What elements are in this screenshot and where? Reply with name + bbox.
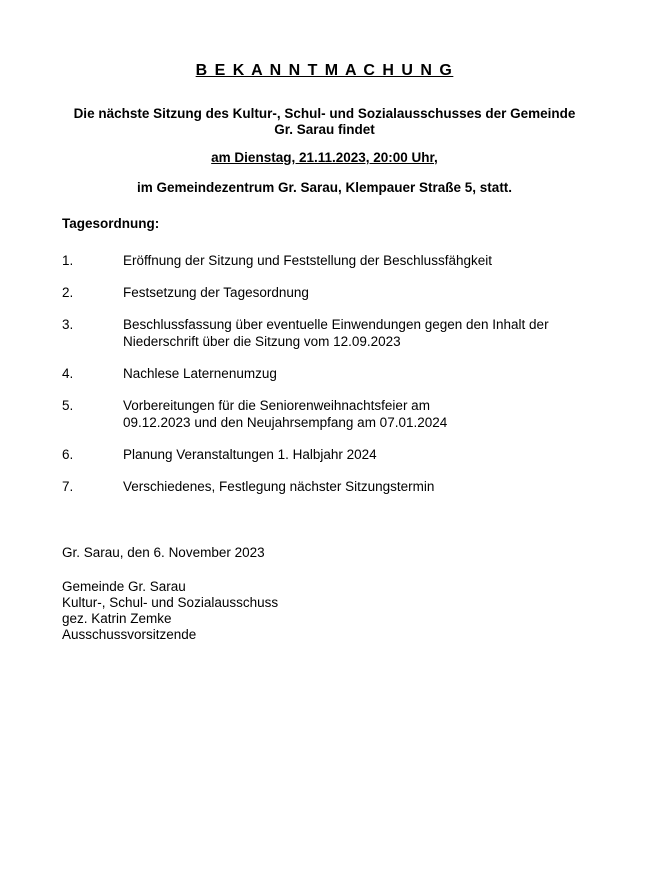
agenda-item [62,446,613,463]
signature-line-role: Ausschussvorsitzende [62,627,197,642]
agenda-item [62,316,613,350]
agenda-item-text: Beschlussfassung über eventuelle Einwendungen gegen den Inhalt der Niederschrift über die Sitzung vom 12.09.2023 [123,317,549,349]
agenda-item-number: 5. [62,398,74,413]
intro-line-1: Die nächste Sitzung des Kultur-, Schul- und Sozialausschusses der Gemeinde [73,106,576,121]
agenda-item [62,252,613,269]
agenda-heading: Tagesordnung: [62,216,160,231]
signature-line-organization: Gemeinde Gr. Sarau [62,579,186,594]
place-and-date: Gr. Sarau, den 6. November 2023 [62,545,265,560]
agenda-item-number: 6. [62,447,74,462]
agenda-item [62,478,613,495]
agenda-item-text: Festsetzung der Tagesordnung [123,285,309,300]
meeting-date-line: am Dienstag, 21.11.2023, 20:00 Uhr, [211,150,438,165]
agenda-item-number: 3. [62,317,74,332]
signature-block [62,579,278,643]
agenda-item [62,397,613,431]
meeting-location-line: im Gemeindezentrum Gr. Sarau, Klempauer Straße 5, statt. [136,180,513,195]
agenda-list [62,252,613,510]
intro-paragraph [0,106,649,138]
agenda-item-number: 2. [62,285,74,300]
agenda-item-number: 1. [62,253,74,268]
signature-line-committee: Kultur-, Schul- und Sozialausschuss [62,595,279,610]
agenda-item-number: 4. [62,366,74,381]
agenda-item [62,365,613,382]
agenda-item-text: Nachlese Laternenumzug [123,366,277,381]
signature-line-signer: gez. Katrin Zemke [62,611,172,626]
agenda-item [62,284,613,301]
agenda-item-text: Verschiedenes, Festlegung nächster Sitzungstermin [123,479,435,494]
agenda-item-text: Vorbereitungen für die Seniorenweihnachtsfeier am 09.12.2023 und den Neujahrsempfang am 07.01.2024 [123,398,448,430]
intro-line-2: Gr. Sarau findet [274,122,375,137]
agenda-item-number: 7. [62,479,74,494]
agenda-item-text: Eröffnung der Sitzung und Feststellung der Beschlussfähgkeit [123,253,492,268]
agenda-item-text: Planung Veranstaltungen 1. Halbjahr 2024 [123,447,377,462]
document-title: B E K A N N T M A C H U N G [195,62,454,79]
